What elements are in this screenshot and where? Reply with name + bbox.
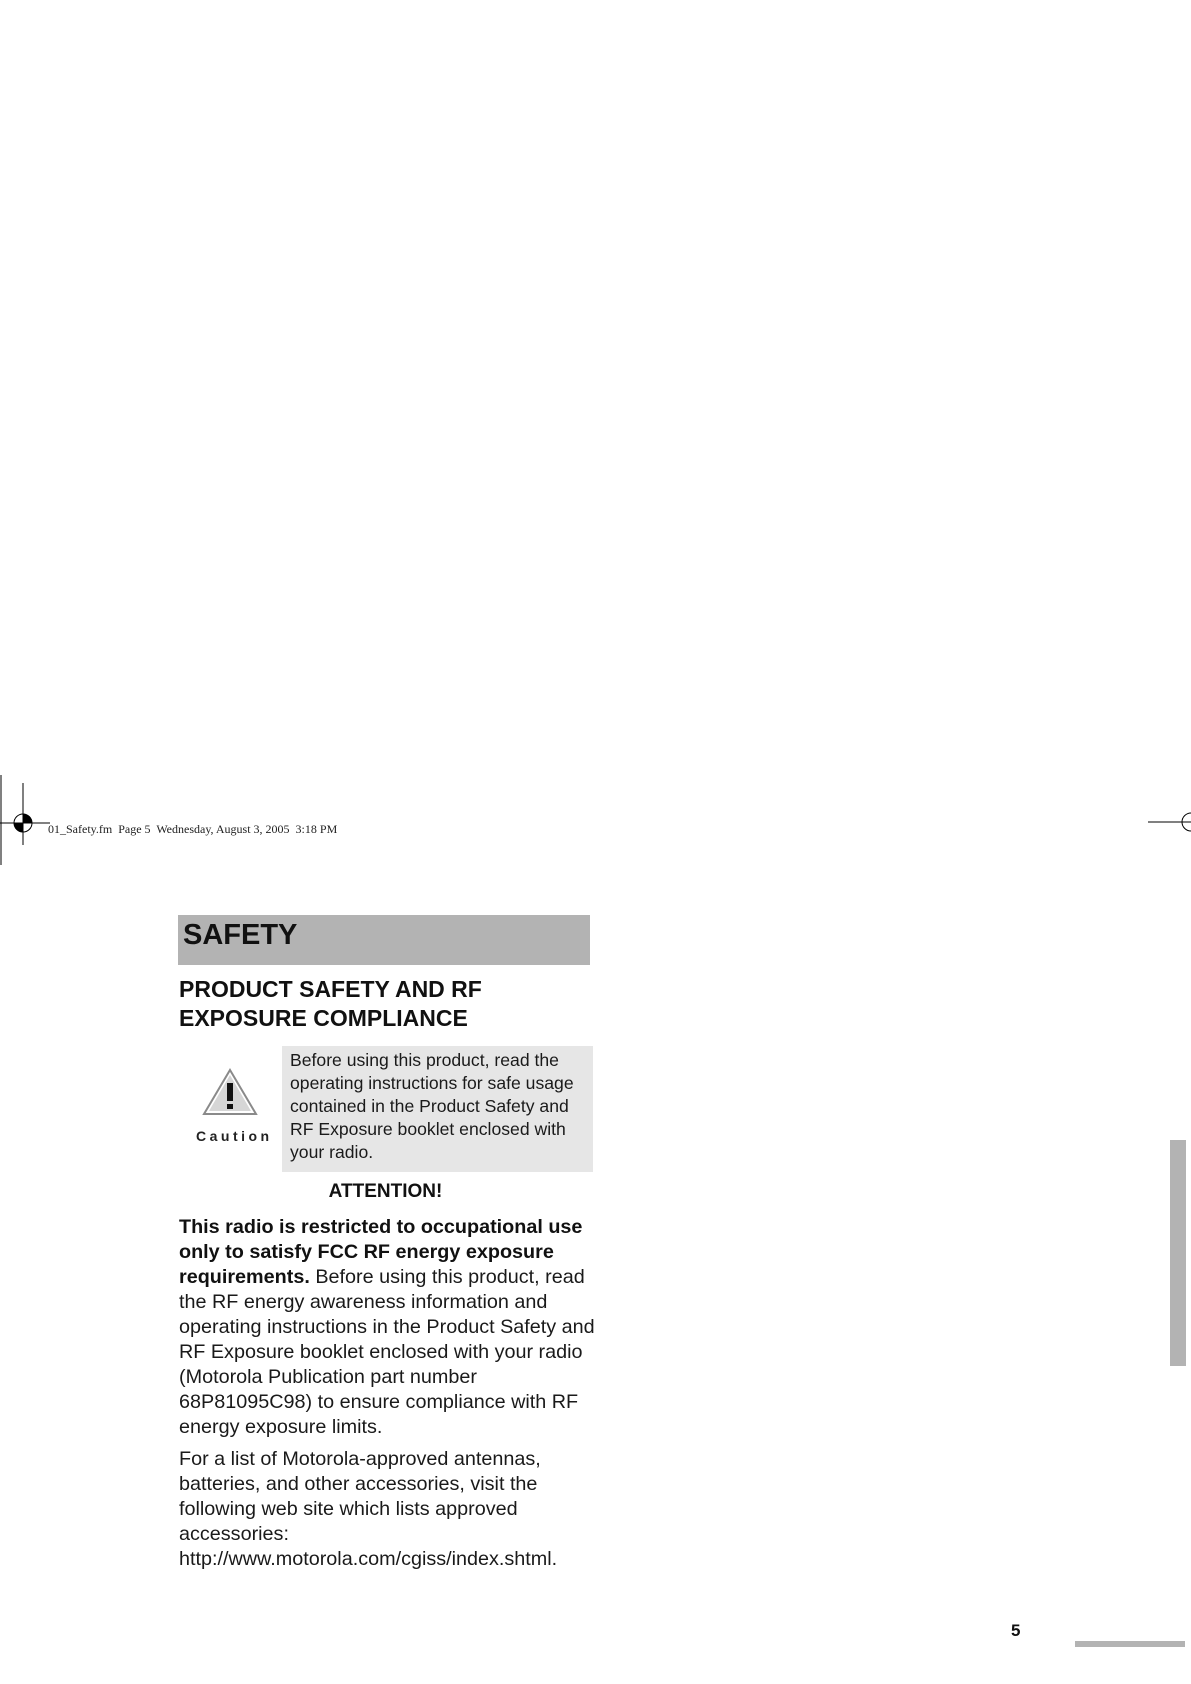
caution-note: [282, 1046, 593, 1172]
section-banner: [178, 915, 590, 965]
accessories-paragraph: For a list of Motorola-approved antennas, batteries, and other accessories, visit the following web site which lists approved accessories: http://www.motorola.com/cgiss/index.shtml.: [179, 1448, 558, 1570]
attention-heading: ATTENTION!: [328, 1181, 443, 1202]
caution-block: [196, 1068, 273, 1148]
page-number: 5: [1011, 1621, 1021, 1640]
registration-mark-icon: [0, 775, 50, 865]
crop-mark-right: [1148, 805, 1191, 840]
section-title: SAFETY: [183, 919, 298, 951]
file-header: 01_Safety.fm Page 5 Wednesday, August 3, 2005 3:18 PM: [48, 822, 338, 836]
caution-triangle-icon: [202, 1068, 258, 1118]
occupational-use-paragraph: [179, 1215, 597, 1440]
section-thumb-tab: [1170, 1140, 1186, 1366]
page-heading: PRODUCT SAFETY AND RF EXPOSURE COMPLIANCE: [179, 976, 482, 1031]
caution-label: Caution: [196, 1128, 273, 1144]
occupational-use-bold: This radio is restricted to occupational use only to satisfy FCC RF energy exposure requirements.: [179, 1216, 583, 1288]
footer-rule: [1075, 1641, 1185, 1647]
occupational-use-text: Before using this product, read the RF energy awareness information and operating instructions in the Product Safety and RF Exposure booklet enclosed with your radio (Motorola Publication part number 68P81095C98) to ensure compliance with RF energy exposure limits.: [179, 1266, 595, 1438]
caution-text: Before using this product, read the operating instructions for safe usage contained in the Product Safety and RF Exposure booklet enclosed with your radio.: [290, 1050, 574, 1162]
